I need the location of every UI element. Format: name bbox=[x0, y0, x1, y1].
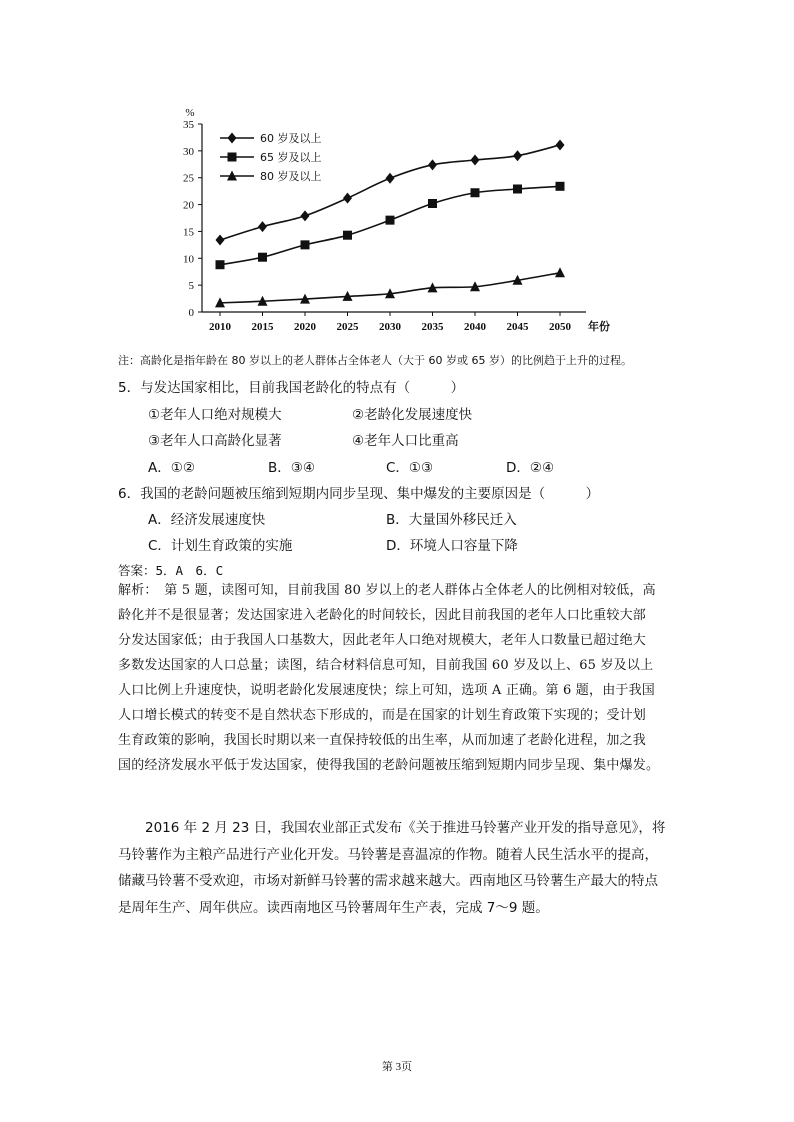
data-point-series-2 bbox=[216, 260, 225, 269]
q6-stem: 6．我国的老龄问题被压缩到短期内同步呈现、集中爆发的主要原因是（ ） bbox=[118, 486, 600, 502]
q5-option-c[interactable]: C．①③ bbox=[386, 460, 434, 476]
data-point-series-2 bbox=[301, 240, 310, 249]
x-tick-label: 2025 bbox=[336, 321, 359, 333]
explanation-line: 解析： 第 5 题，读图可知，目前我国 80 岁以上的老人群体占全体老人的比例相对较低，高 bbox=[118, 583, 656, 598]
q5-option-d[interactable]: D．②④ bbox=[506, 460, 555, 476]
q5-item-4: ④老年人口比重高 bbox=[352, 433, 459, 449]
legend-marker bbox=[228, 153, 237, 162]
q5-option-a[interactable]: A．①② bbox=[148, 460, 195, 476]
y-tick-label: 5 bbox=[188, 280, 194, 293]
passage-line: 马铃薯作为主粮产品进行产业化开发。马铃薯是喜温凉的作物。随着人民生活水平的提高， bbox=[118, 846, 658, 863]
x-tick-label: 2020 bbox=[294, 321, 316, 333]
y-tick-label: 30 bbox=[183, 145, 194, 158]
passage-line: 储藏马铃薯不受欢迎，市场对新鲜马铃薯的需求越来越大。西南地区马铃薯生产最大的特点 bbox=[118, 873, 658, 889]
x-axis-label: 年份 bbox=[588, 321, 610, 333]
data-point-series-1 bbox=[343, 193, 352, 204]
explanation-line: 龄化并不是很显著；发达国家进入老龄化的时间较长，因此目前我国的老年人口比重较大部 bbox=[118, 608, 647, 623]
legend-label: 60 岁及以上 bbox=[260, 132, 322, 145]
q5-stem: 5．与发达国家相比，目前我国老龄化的特点有（ ） bbox=[118, 380, 465, 396]
data-point-series-2 bbox=[343, 231, 352, 240]
explanation-line: 生育政策的影响，我国长时期以来一直保持较低的出生率，从而加速了老龄化进程，加之我 bbox=[118, 733, 647, 748]
answer-line: 答案：5．A 6．C bbox=[118, 563, 224, 578]
q5-item-1: ①老年人口绝对规模大 bbox=[148, 407, 282, 423]
explanation-line: 分发达国家低；由于我国人口基数大，因此老年人口绝对规模大，老年人口数量已超过绝大 bbox=[118, 633, 647, 648]
y-axis-unit: % bbox=[185, 107, 195, 119]
series-line-3 bbox=[220, 273, 560, 303]
page-footer: 第 3页 bbox=[381, 1061, 413, 1073]
data-point-series-2 bbox=[258, 253, 267, 262]
q5-option-b[interactable]: B．③④ bbox=[268, 460, 315, 476]
data-point-series-2 bbox=[556, 182, 565, 191]
passage-line: 是周年生产、周年供应。读西南地区马铃薯周年生产表，完成 7～9 题。 bbox=[118, 899, 549, 916]
data-point-series-1 bbox=[386, 173, 395, 184]
data-point-series-2 bbox=[471, 188, 480, 197]
data-point-series-1 bbox=[301, 210, 310, 221]
passage bbox=[118, 815, 718, 921]
line-chart bbox=[170, 100, 640, 340]
passage-line: 2016 年 2 月 23 日，我国农业部正式发布《关于推进马铃薯产业开发的指导意见》，将 bbox=[118, 820, 666, 836]
chart-note: 注：高龄化是指年龄在 80 岁以上的老人群体占全体老人（大于 60 岁或 65 岁）的比例趋于上升的过程。 bbox=[118, 354, 632, 367]
x-tick-label: 2040 bbox=[464, 321, 486, 333]
data-point-series-1 bbox=[471, 154, 480, 165]
explanation-line: 人口增长模式的转变不是自然状态下形成的，而是在国家的计划生育政策下实现的；受计划 bbox=[118, 708, 647, 723]
y-tick-label: 10 bbox=[183, 253, 194, 266]
y-tick-label: 15 bbox=[183, 226, 194, 239]
legend-marker bbox=[228, 133, 237, 144]
y-tick-label: 0 bbox=[188, 307, 194, 319]
explanation bbox=[118, 578, 718, 778]
q6-option-c[interactable]: C．计划生育政策的实施 bbox=[148, 538, 293, 554]
series-line-2 bbox=[220, 186, 560, 264]
chart-axes bbox=[183, 107, 610, 333]
q6-option-d[interactable]: D．环境人口容量下降 bbox=[386, 538, 518, 554]
data-point-series-1 bbox=[428, 159, 437, 170]
x-tick-label: 2045 bbox=[506, 321, 529, 333]
chart-series bbox=[215, 139, 565, 307]
data-point-series-2 bbox=[513, 184, 522, 193]
q5-item-2: ②老龄化发展速度快 bbox=[352, 407, 473, 423]
chart-legend bbox=[220, 131, 322, 183]
legend-label: 65 岁及以上 bbox=[260, 151, 322, 164]
q6-option-a[interactable]: A．经济发展速度快 bbox=[148, 512, 266, 528]
x-tick-label: 2030 bbox=[379, 321, 401, 333]
data-point-series-1 bbox=[556, 139, 565, 150]
x-tick-label: 2035 bbox=[421, 321, 444, 333]
y-tick-label: 20 bbox=[183, 199, 194, 212]
x-tick-label: 2050 bbox=[549, 321, 571, 333]
q5-item-3: ③老年人口高龄化显著 bbox=[148, 433, 282, 449]
data-point-series-2 bbox=[428, 199, 437, 208]
data-point-series-1 bbox=[258, 221, 267, 232]
data-point-series-1 bbox=[216, 235, 225, 246]
explanation-line: 多数发达国家的人口总量；读图，结合材料信息可知，目前我国 60 岁及以上、65 岁及以上 bbox=[118, 658, 654, 673]
y-tick-label: 35 bbox=[183, 119, 194, 131]
x-tick-label: 2010 bbox=[209, 321, 231, 333]
data-point-series-1 bbox=[513, 150, 522, 161]
q6-option-b[interactable]: B．大量国外移民迁入 bbox=[386, 512, 517, 528]
x-tick-label: 2015 bbox=[251, 321, 274, 333]
data-point-series-2 bbox=[386, 216, 395, 225]
y-tick-label: 25 bbox=[183, 172, 194, 185]
explanation-line: 国的经济发展水平低于发达国家，使得我国的老龄问题被压缩到短期内同步呈现、集中爆发。 bbox=[118, 758, 660, 773]
legend-label: 80 岁及以上 bbox=[260, 170, 322, 183]
data-point-series-3 bbox=[555, 267, 565, 277]
explanation-line: 人口比例上升速度快，说明老龄化发展速度快；综上可知，选项 A 正确。第 6 题，由于我国 bbox=[118, 683, 655, 698]
